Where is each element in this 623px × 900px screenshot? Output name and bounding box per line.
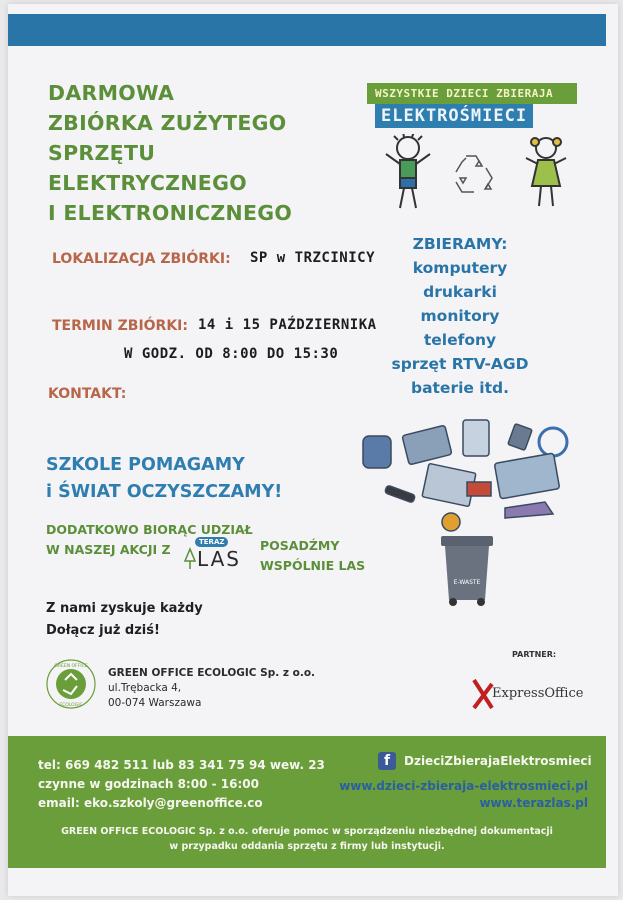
location-label: LOKALIZACJA ZBIÓRKI: bbox=[52, 251, 231, 267]
las-text: LAS bbox=[197, 547, 241, 571]
extra-text-right bbox=[260, 536, 365, 576]
teraz-las-logo bbox=[183, 537, 257, 571]
footer-email[interactable]: email: eko.szkoly@greenoffice.co bbox=[38, 796, 263, 810]
website-link[interactable]: www.dzieci-zbieraja-elektrosmieci.pl bbox=[339, 779, 588, 793]
falling-devices bbox=[363, 420, 567, 531]
printer-icon bbox=[402, 425, 452, 465]
extra-line: DODATKOWO BIORĄC UDZIAŁ bbox=[46, 522, 253, 537]
footer-note-line: w przypadku oddania sprzętu z firmy lub instytucji. bbox=[169, 841, 445, 852]
title-line: I ELEKTRONICZNEGO bbox=[48, 201, 293, 225]
footer-note-line: GREEN OFFICE ECOLOGIC Sp. z o.o. oferuje pomoc w sporządzeniu niezbędnej dokumentacji bbox=[61, 826, 553, 837]
poster-title bbox=[48, 78, 348, 228]
flashlight-icon bbox=[385, 485, 416, 503]
website-link[interactable]: www.terazlas.pl bbox=[479, 796, 588, 810]
collect-item: komputery bbox=[412, 259, 508, 277]
schedule-hours: W GODZ. OD 8:00 DO 15:30 bbox=[124, 346, 339, 362]
teraz-badge: TERAZ bbox=[195, 537, 228, 547]
join-line: Dołącz już dziś! bbox=[46, 623, 160, 638]
partner-name: ExpressOffice bbox=[492, 686, 584, 701]
collect-item: baterie itd. bbox=[410, 379, 510, 397]
extra-line: WSPÓLNIE LAS bbox=[260, 558, 366, 573]
company-street: ul.Trębacka 4, bbox=[108, 682, 182, 694]
tree-icon bbox=[183, 547, 197, 571]
kids-recycling-illustration bbox=[378, 134, 578, 214]
kettle-icon bbox=[363, 436, 391, 468]
green-office-address bbox=[108, 666, 315, 711]
title-line: SPRZĘTU bbox=[48, 141, 156, 165]
slogan-line: SZKOLE POMAGAMY bbox=[46, 455, 245, 475]
contact-label: KONTAKT: bbox=[48, 386, 127, 402]
phone-icon bbox=[508, 424, 532, 451]
ewaste-label: E-WASTE bbox=[453, 579, 481, 586]
ewaste-bin-illustration bbox=[355, 412, 585, 612]
title-line: ZBIÓRKA ZUŻYTEGO bbox=[48, 111, 287, 135]
recycling-icon bbox=[456, 156, 492, 192]
campaign-logo bbox=[367, 83, 577, 128]
green-office-logo-bottom: ECOLOGIC bbox=[59, 703, 83, 708]
footer-hours: czynne w godzinach 8:00 - 16:00 bbox=[38, 777, 259, 791]
footer-note bbox=[8, 824, 606, 854]
drill-icon bbox=[467, 482, 491, 496]
campaign-logo-top: WSZYSTKIE DZIECI ZBIERAJA bbox=[367, 83, 577, 104]
facebook-text: DzieciZbierajaElektrosmieci bbox=[404, 754, 592, 768]
fan-icon bbox=[442, 513, 460, 531]
facebook-icon: f bbox=[378, 752, 396, 770]
schedule-dates: 14 i 15 PAŹDZIERNIKA bbox=[198, 317, 377, 333]
company-city: 00-074 Warszawa bbox=[108, 697, 202, 709]
headphones-icon bbox=[539, 428, 567, 456]
collect-item: telefony bbox=[423, 331, 497, 349]
footer-links bbox=[339, 778, 588, 812]
collect-list bbox=[380, 232, 540, 400]
green-office-logo bbox=[45, 658, 97, 710]
screen-icon bbox=[494, 453, 559, 499]
join-text bbox=[46, 598, 203, 642]
partner-label: PARTNER: bbox=[512, 650, 557, 659]
tablet-icon bbox=[463, 420, 489, 456]
extra-line: POSADŹMY bbox=[260, 538, 340, 553]
iron-icon bbox=[505, 502, 553, 518]
girl-figure-icon bbox=[526, 138, 566, 206]
collect-item: monitory bbox=[420, 307, 500, 325]
slogan-line: i ŚWIAT OCZYSZCZAMY! bbox=[46, 482, 283, 502]
collect-item: sprzęt RTV-AGD bbox=[391, 355, 529, 373]
join-line: Z nami zyskuje każdy bbox=[46, 601, 203, 616]
collect-item: drukarki bbox=[423, 283, 497, 301]
green-office-logo-top: GREEN OFFICE bbox=[54, 664, 88, 669]
footer-band bbox=[8, 736, 606, 868]
schedule-label: TERMIN ZBIÓRKI: bbox=[52, 318, 188, 334]
company-name: GREEN OFFICE ECOLOGIC Sp. z o.o. bbox=[108, 667, 316, 679]
footer-contact bbox=[38, 756, 325, 813]
title-line: ELEKTRYCZNEGO bbox=[48, 171, 247, 195]
boy-figure-icon bbox=[386, 134, 430, 208]
facebook-link[interactable] bbox=[378, 752, 592, 770]
footer-phone: tel: 669 482 511 lub 83 341 75 94 wew. 23 bbox=[38, 758, 325, 772]
express-office-logo bbox=[470, 672, 590, 716]
extra-line: W NASZEJ AKCJI Z bbox=[46, 542, 171, 557]
top-blue-bar bbox=[8, 14, 606, 46]
collect-heading: ZBIERAMY: bbox=[412, 235, 508, 253]
trash-bin-icon bbox=[441, 536, 493, 606]
location-value: SP w TRZCINICY bbox=[250, 250, 376, 266]
campaign-logo-bottom: ELEKTROŚMIECI bbox=[375, 104, 533, 128]
slogan bbox=[46, 452, 282, 506]
title-line: DARMOWA bbox=[48, 81, 175, 105]
